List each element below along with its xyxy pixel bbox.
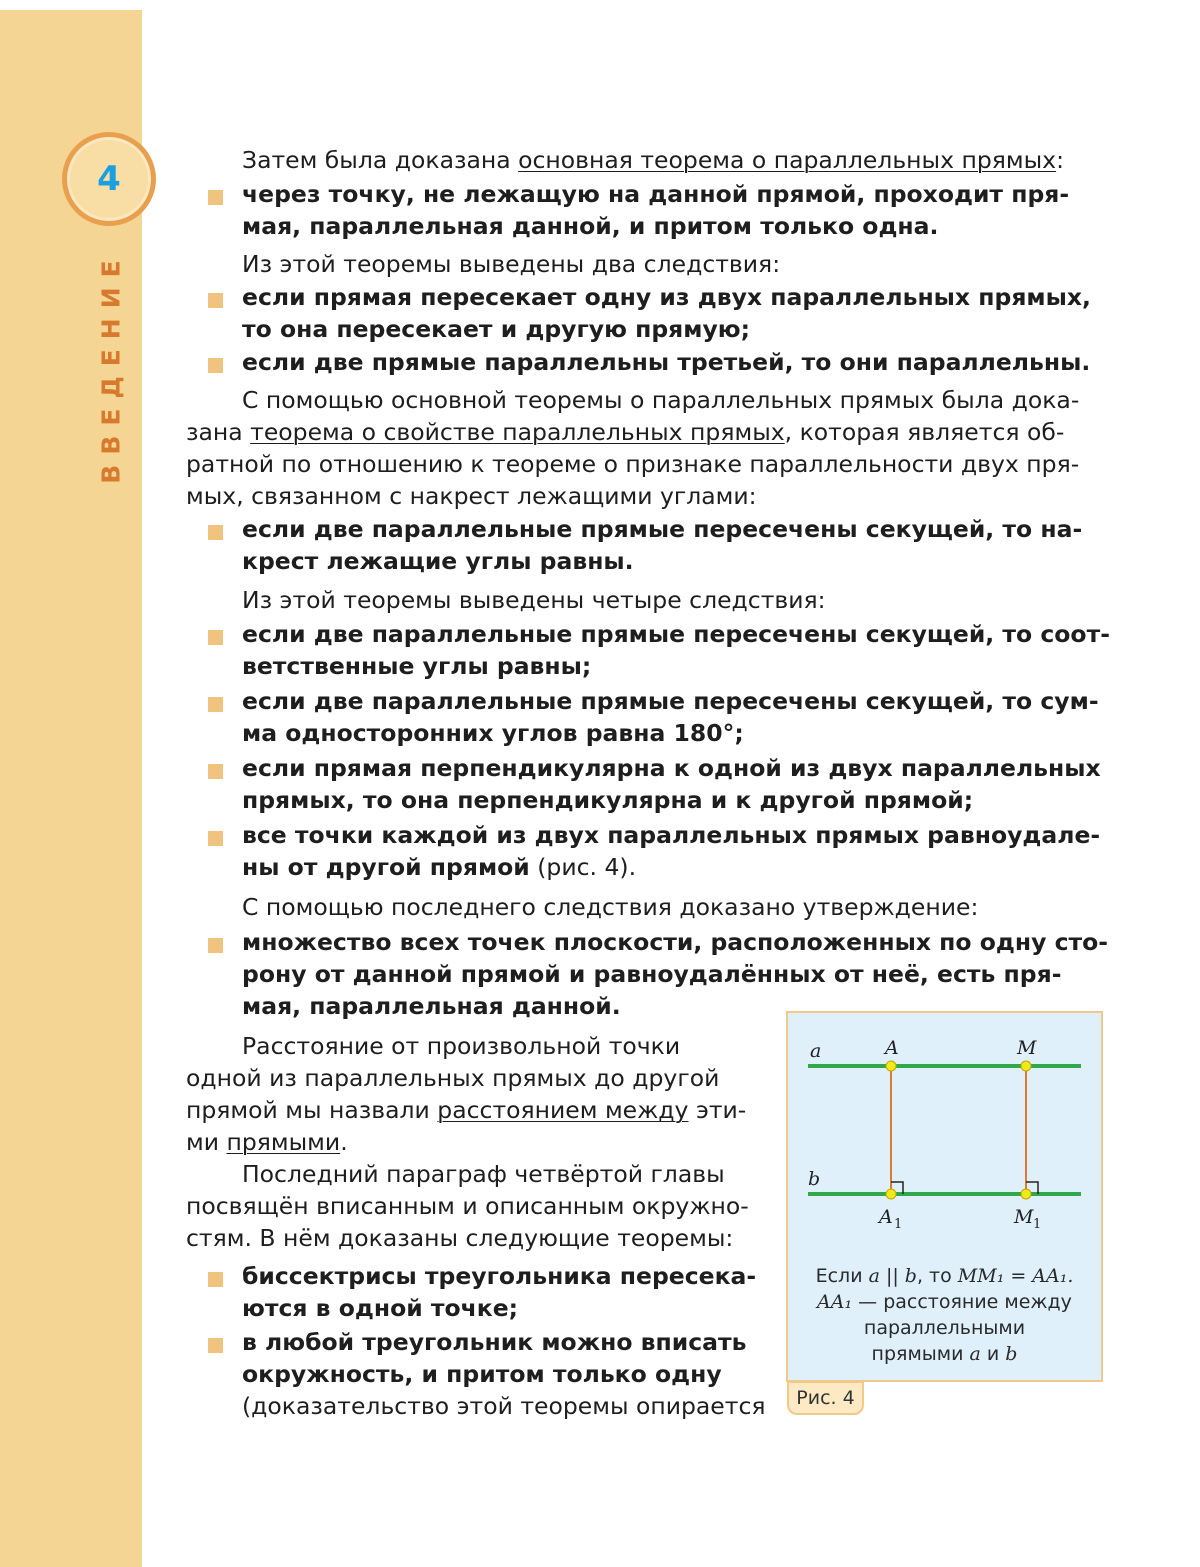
caption-line xyxy=(788,1263,1101,1289)
bullet-square xyxy=(208,1338,223,1353)
subscript-A1: 1 xyxy=(894,1217,903,1232)
bullet-square xyxy=(208,630,223,645)
statement-line xyxy=(242,851,636,883)
caption-var: b xyxy=(904,1265,917,1287)
statement-line: окружность, и притом только одну xyxy=(242,1360,722,1388)
statement-line: мая, параллельная данной. xyxy=(242,992,621,1020)
text-line: ратной по отношению к теореме о признаке параллельности двух пря- xyxy=(186,450,1080,478)
page-number: 4 xyxy=(97,159,121,199)
text-line xyxy=(186,416,1064,448)
point-A1 xyxy=(886,1189,896,1199)
label-A: A xyxy=(885,1037,899,1059)
text-line xyxy=(186,1126,348,1158)
point-M xyxy=(1021,1061,1031,1071)
caption-line xyxy=(788,1289,1101,1315)
statement-line: рону от данной прямой и равноудалённых от неё, есть пря- xyxy=(242,960,1062,988)
caption-var: a xyxy=(969,1343,981,1365)
text-line: Последний параграф четвёртой главы xyxy=(242,1160,725,1188)
text-line: (доказательство этой теоремы опирается xyxy=(242,1392,766,1420)
caption-span: , то xyxy=(916,1265,958,1287)
caption-var: b xyxy=(1005,1343,1018,1365)
text-span: ми xyxy=(186,1128,227,1156)
bullet-square xyxy=(208,831,223,846)
chapter-sidebar xyxy=(0,10,142,1567)
statement-line: крест лежащие углы равны. xyxy=(242,547,634,575)
text-line xyxy=(242,144,1064,176)
statement-line: биссектрисы треугольника пересека- xyxy=(242,1262,757,1290)
caption-span: || xyxy=(879,1265,905,1287)
text-line: стям. В нём доказаны следующие теоремы: xyxy=(186,1224,734,1252)
bullet-square xyxy=(208,938,223,953)
statement-line: множество всех точек плоскости, расположенных по одну сто- xyxy=(242,928,1109,956)
point-A xyxy=(886,1061,896,1071)
statement-line: ются в одной точке; xyxy=(242,1294,519,1322)
figure-4 xyxy=(786,1011,1103,1382)
statement-line: ветственные углы равны; xyxy=(242,652,592,680)
bullet-square xyxy=(208,293,223,308)
statement-line: в любой треугольник можно вписать xyxy=(242,1328,747,1356)
text-line: посвящён вписанным и описанным окружно- xyxy=(186,1192,749,1220)
bullet-square xyxy=(208,525,223,540)
caption-var: a xyxy=(868,1265,880,1287)
term-distance: расстоянием между xyxy=(437,1096,689,1124)
label-b: b xyxy=(808,1168,821,1190)
statement-line: мая, параллельная данной, и притом только одна. xyxy=(242,212,939,240)
term-lines: прямыми xyxy=(226,1128,341,1156)
statement-line: если две параллельные прямые пересечены секущей, то на- xyxy=(242,515,1083,543)
text-span: Затем была доказана xyxy=(242,146,519,174)
term-property-theorem: теорема о свойстве параллельных прямых xyxy=(250,418,785,446)
bullet-square xyxy=(208,358,223,373)
figure-number-label: Рис. 4 xyxy=(787,1381,864,1415)
text-line: С помощью последнего следствия доказано утверждение: xyxy=(242,893,979,921)
caption-line xyxy=(788,1341,1101,1367)
text-line: С помощью основной теоремы о параллельных прямых была дока- xyxy=(242,386,1080,414)
text-line: Из этой теоремы выведены четыре следствия: xyxy=(242,586,826,614)
text-span: , которая является об- xyxy=(784,418,1065,446)
statement-line: если две параллельные прямые пересечены секущей, то сум- xyxy=(242,687,1099,715)
label-a: a xyxy=(810,1040,822,1062)
caption-span: Если xyxy=(815,1265,869,1287)
statement-line: если две прямые параллельны третьей, то они параллельны. xyxy=(242,348,1091,376)
text-span: эти- xyxy=(688,1096,747,1124)
statement-line: если прямая пересекает одну из двух параллельных прямых, xyxy=(242,283,1091,311)
statement-line: все точки каждой из двух параллельных прямых равноудале- xyxy=(242,821,1101,849)
chapter-title: ВВЕДЕНИЕ xyxy=(96,250,126,484)
caption-equation: MM₁ = AA₁. xyxy=(957,1265,1074,1287)
text-span: прямой мы назвали xyxy=(186,1096,438,1124)
statement-line: ма односторонних углов равна 180°; xyxy=(242,719,744,747)
bullet-square xyxy=(208,190,223,205)
text-line: Расстояние от произвольной точки xyxy=(242,1032,681,1060)
statement-line: через точку, не лежащую на данной прямой, проходит пря- xyxy=(242,180,1070,208)
label-A1: A xyxy=(879,1206,893,1228)
bullet-square xyxy=(208,1272,223,1287)
subscript-M1: 1 xyxy=(1033,1217,1042,1232)
text-span: ны от другой прямой xyxy=(242,853,530,881)
statement-line: то она пересекает и другую прямую; xyxy=(242,315,751,343)
bullet-square xyxy=(208,764,223,779)
caption-span: и xyxy=(980,1343,1006,1365)
text-line: Из этой теоремы выведены два следствия: xyxy=(242,250,781,278)
text-span: : xyxy=(1056,146,1064,174)
point-M1 xyxy=(1021,1189,1031,1199)
text-span: зана xyxy=(186,418,251,446)
text-span: . xyxy=(340,1128,348,1156)
figure-reference: (рис. 4). xyxy=(529,853,637,881)
text-line xyxy=(186,1094,746,1126)
caption-span: — расстояние между xyxy=(852,1291,1072,1313)
text-line: одной из параллельных прямых до другой xyxy=(186,1064,720,1092)
label-M: M xyxy=(1017,1037,1037,1059)
caption-span: прямыми xyxy=(871,1343,970,1365)
term-main-theorem: основная теорема о параллельных прямых xyxy=(518,146,1057,174)
caption-line: параллельными xyxy=(863,1317,1026,1339)
caption-var: AA₁ xyxy=(817,1291,853,1313)
statement-line: если две параллельные прямые пересечены секущей, то соот- xyxy=(242,620,1110,648)
text-line: мых, связанном с накрест лежащими углами: xyxy=(186,482,757,510)
label-M1: M xyxy=(1014,1206,1034,1228)
statement-line: если прямая перпендикулярна к одной из двух параллельных xyxy=(242,754,1101,782)
statement-line: прямых, то она перпендикулярна и к другой прямой; xyxy=(242,786,974,814)
bullet-square xyxy=(208,697,223,712)
page-number-badge xyxy=(62,132,156,226)
